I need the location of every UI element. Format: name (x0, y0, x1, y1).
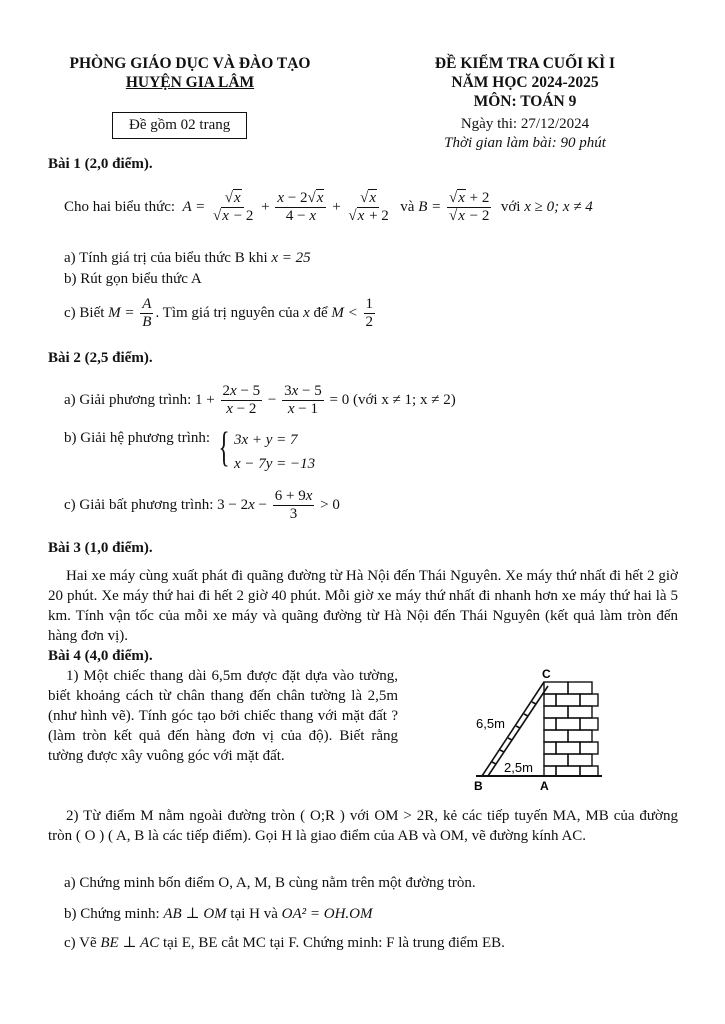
bai1-cond-word: với (500, 198, 521, 215)
bai1-b: b) Rút gọn biểu thức A (64, 271, 202, 287)
bai1-a-text: a) Tính giá trị của biểu thức B khi (64, 250, 268, 266)
bai2-a-cond: (với x ≠ 1; x ≠ 2) (352, 391, 456, 408)
ladder-figure (470, 668, 610, 796)
bai2-a: a) Giải phương trình: 1 + $\frac{2x - 5}{x - 2}$ − $\frac{3x - 5}{x - 1}$ = 0 (với x ≠ 1; x ≠ 2) (64, 383, 456, 417)
header-left (40, 54, 340, 92)
label-ground: 2,5m (504, 760, 533, 775)
brick-wall (544, 682, 598, 776)
school-year: NĂM HỌC 2024-2025 (451, 74, 599, 91)
bai2-system: { 3x + y = 7 x − 7y = −13 (214, 428, 315, 476)
bai1-c-x: x (303, 304, 310, 321)
bai4-p1: 1) Một chiếc thang dài 6,5m được đặt dựa vào tường, biết khoảng cách từ chân thang đến chân tường là 2,5m (như hình vẽ). Tính góc tạo bởi chiếc thang với mặt đất ? (làm tròn kết quả đến hàng đơn vị của độ). Biết rằng tường được xây vuông góc với mặt đất. (48, 668, 398, 764)
bai4-b-math2: OA² = OH.OM (281, 906, 373, 922)
bai4-c-math: BE ⊥ AC (100, 935, 160, 951)
subject: MÔN: TOÁN 9 (473, 93, 577, 110)
bai4-c (64, 933, 505, 952)
bai3-text: Hai xe máy cùng xuất phát đi quãng đường từ Hà Nội đến Thái Nguyên. Xe máy thứ nhất đi hết 2 giờ 20 phút. Xe máy thứ hai đi hết 2 giờ 40 phút. Mỗi giờ xe máy thứ nhất đi nhanh hơn xe máy thứ hai là 5 km. Tính vận tốc của mỗi xe máy và quãng đường từ Hà Nội đến Thái Nguyên (kết quả làm tròn đến hàng đơn vị). (48, 568, 678, 644)
bai1-a (64, 250, 311, 267)
bai1-title: Bài 1 (2,0 điểm). (48, 156, 153, 172)
label-b: B (474, 779, 483, 793)
bai1-c-post: để (313, 304, 328, 321)
header-right (395, 54, 655, 111)
bai2-eq1: 3x + y = 7 (233, 432, 298, 448)
bai4-b-mid: tại H và (230, 906, 278, 922)
bai4-c-pre: c) Vẽ (64, 935, 97, 951)
label-c: C (542, 668, 551, 681)
bai2-b-pre: b) Giải hệ phương trình: (64, 430, 211, 446)
bai3-title: Bài 3 (1,0 điểm). (48, 540, 153, 556)
bai4-title: Bài 4 (4,0 điểm). (48, 648, 153, 664)
bai1-expressions: Cho hai biểu thức: A = $\frac{√x}{√x - 2}$ + $\frac{x - 2√x}{4 - x}$ + $\frac{√x}{√x + 2}$ và B = $\frac{√x + 2}{√x - 2}$ với x ≥ 0; x ≠ 4 (64, 190, 593, 224)
bai1-c: c) Biết M = $\frac{A}{B}$ . Tìm giá trị nguyên của x để M < $\frac{1}{2}$ (64, 296, 374, 330)
bai2-a-pre: a) Giải phương trình: (64, 391, 192, 408)
bai4-b (64, 904, 373, 923)
bai1-and: và (400, 198, 415, 215)
bai1-condition: x ≥ 0; x ≠ 4 (524, 198, 593, 215)
bai1-c-pre: c) Biết (64, 304, 105, 321)
department-name: PHÒNG GIÁO DỤC VÀ ĐÀO TẠO (69, 55, 311, 72)
pages-box: Đề gồm 02 trang (112, 112, 247, 139)
bai4-p2: 2) Từ điểm M nằm ngoài đường tròn ( O;R ) với OM > 2R, kẻ các tiếp tuyến MA, MB của đường tròn ( O ) ( A, B là các tiếp điểm). Gọi H là giao điểm của AB và OM, vẽ đường kính AC. (48, 808, 678, 844)
bai2-b (64, 425, 316, 476)
bai4-b-pre: b) Chứng minh: (64, 906, 160, 922)
bai2-eq2: x − 7y = −13 (233, 456, 316, 472)
bai1-c-mid: . Tìm giá trị nguyên của (155, 304, 300, 321)
bai1-a-math: x = 25 (271, 250, 311, 266)
exam-duration: Thời gian làm bài: 90 phút (444, 135, 606, 151)
exam-title: ĐỀ KIỂM TRA CUỐI KÌ I (434, 55, 616, 72)
bai4-b-math1: AB ⊥ OM (163, 906, 227, 922)
label-a: A (540, 779, 549, 793)
district-name: HUYỆN GIA LÂM (125, 74, 255, 91)
bai1-intro: Cho hai biểu thức: (64, 198, 176, 215)
bai4-a: a) Chứng minh bốn điểm O, A, M, B cùng nằm trên một đường tròn. (64, 875, 476, 891)
exam-date: Ngày thi: 27/12/2024 (460, 116, 590, 132)
bai2-c-pre: c) Giải bất phương trình: (64, 496, 214, 513)
bai2-title: Bài 2 (2,5 điểm). (48, 350, 153, 366)
bai2-c: c) Giải bất phương trình: 3 − 2x − $\frac{6 + 9x}{3}$ > 0 (64, 488, 340, 522)
label-ladder: 6,5m (476, 716, 505, 731)
bai4-c-post: tại E, BE cắt MC tại F. Chứng minh: F là trung điểm EB. (162, 935, 505, 951)
